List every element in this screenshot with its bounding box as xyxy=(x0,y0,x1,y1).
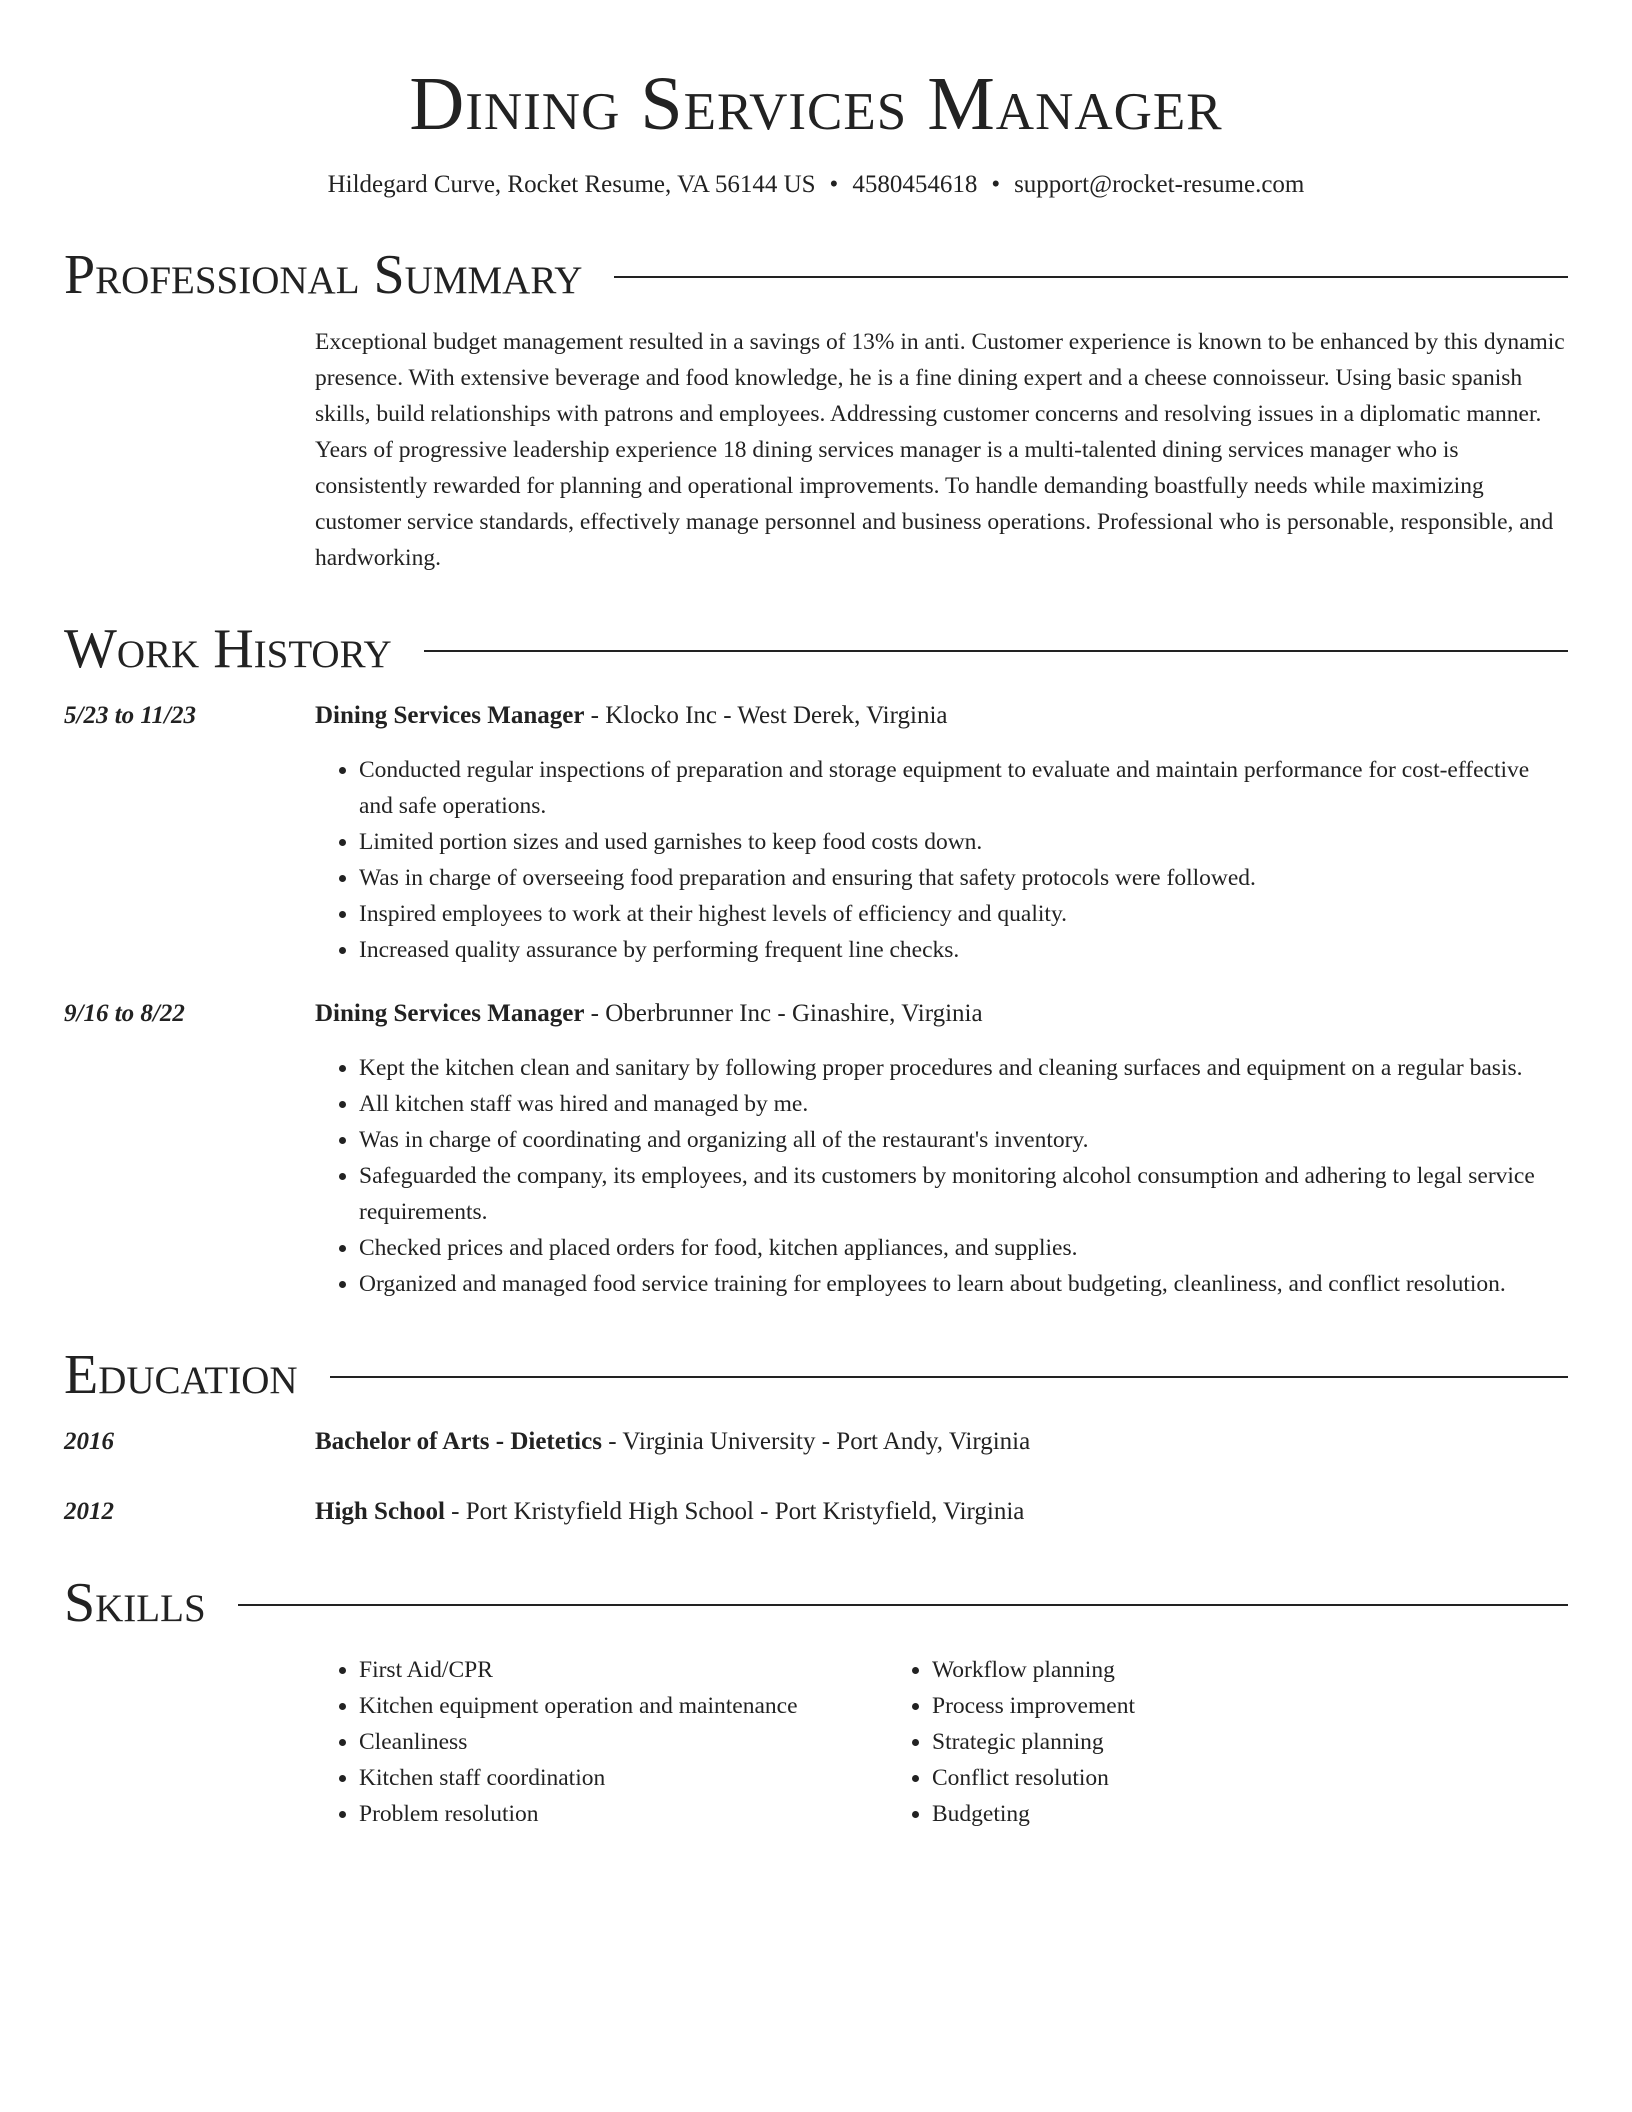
job-title-line xyxy=(315,698,1568,734)
job-title-line xyxy=(315,996,1568,1032)
education-degree: High School xyxy=(315,1498,445,1525)
list-item: • Safeguarded the company, its employees, and its customers by monitoring alcohol consumption and adhering to legal service requirements. xyxy=(359,1158,1568,1230)
education-degree: Bachelor of Arts - Dietetics xyxy=(315,1428,602,1455)
education-year: 2016 xyxy=(64,1428,114,1455)
skill-item: • Conflict resolution xyxy=(932,1760,1461,1796)
education-year: 2012 xyxy=(64,1498,114,1525)
summary-section-header xyxy=(64,244,1568,306)
contact-address: Hildegard Curve, Rocket Resume, VA 56144 US xyxy=(327,171,816,198)
education-details: - Port Kristyfield High School - Port Kristyfield, Virginia xyxy=(444,1498,1025,1525)
list-item: • All kitchen staff was hired and managed by me. xyxy=(359,1086,1568,1122)
skills-section-header xyxy=(64,1572,1568,1634)
list-item: • Was in charge of overseeing food preparation and ensuring that safety protocols were followed. xyxy=(359,860,1568,896)
contact-email: support@rocket-resume.com xyxy=(1014,171,1305,198)
list-item: • Kept the kitchen clean and sanitary by following proper procedures and cleaning surfaces and equipment on a regular basis. xyxy=(359,1050,1568,1086)
list-item: • Organized and managed food service training for employees to learn about budgeting, cleanliness, and conflict resolution. xyxy=(359,1266,1568,1302)
skill-item: • Strategic planning xyxy=(932,1724,1461,1760)
job-details: - Oberbrunner Inc - Ginashire, Virginia xyxy=(584,1000,983,1027)
resume-name: Dining Services Manager xyxy=(409,62,1223,146)
list-item: • Increased quality assurance by performing frequent line checks. xyxy=(359,932,1568,968)
job-body xyxy=(315,996,1568,1302)
contact-phone: 4580454618 xyxy=(852,171,978,198)
section-divider xyxy=(614,276,1568,278)
job-body xyxy=(315,698,1568,968)
job-title: Dining Services Manager xyxy=(315,702,585,729)
job-entry xyxy=(64,996,1568,1302)
summary-text: Exceptional budget management resulted in a savings of 13% in anti. Customer experience is known to be enhanced by this dynamic presence. With extensive beverage and food knowledge, he is a fine dining expert and a cheese connoisseur. Using basic spanish skills, build relationships with patrons and employees. Addressing customer concerns and resolving issues in a diplomatic manner. Years of progressive leadership experience 18 dining services manager is a multi-talented dining services manager who is consistently rewarded for planning and operational improvements. To handle demanding boastfully needs while maximizing customer service standards, effectively manage personnel and business operations. Professional who is personable, responsible, and hardworking. xyxy=(315,329,1565,571)
job-bullets xyxy=(315,752,1568,968)
list-item: • Conducted regular inspections of preparation and storage equipment to evaluate and maintain performance for cost-effective and safe operations. xyxy=(359,752,1568,824)
education-details: - Virginia University - Port Andy, Virginia xyxy=(601,1428,1031,1455)
education-entry xyxy=(64,1494,1568,1530)
skills-list-left xyxy=(315,1652,888,1832)
skill-item: • First Aid/CPR xyxy=(359,1652,888,1688)
resume-page xyxy=(64,0,1568,1832)
education-title-line xyxy=(315,1494,1024,1530)
list-item: • Inspired employees to work at their highest levels of efficiency and quality. xyxy=(359,896,1568,932)
skill-item: • Cleanliness xyxy=(359,1724,888,1760)
skills-columns xyxy=(315,1652,1568,1832)
list-item: • Checked prices and placed orders for food, kitchen appliances, and supplies. xyxy=(359,1230,1568,1266)
job-dates: 9/16 to 8/22 xyxy=(64,1000,185,1027)
job-details: - Klocko Inc - West Derek, Virginia xyxy=(584,702,948,729)
skill-item: • Kitchen staff coordination xyxy=(359,1760,888,1796)
section-heading: Skills xyxy=(64,1572,206,1634)
list-item: • Was in charge of coordinating and organizing all of the restaurant's inventory. xyxy=(359,1122,1568,1158)
skill-item: • Problem resolution xyxy=(359,1796,888,1832)
job-dates: 5/23 to 11/23 xyxy=(64,702,196,729)
skills-list-right xyxy=(888,1652,1461,1832)
job-entry xyxy=(64,698,1568,968)
section-heading: Professional Summary xyxy=(64,244,583,306)
section-heading: Work History xyxy=(64,618,392,680)
job-bullets xyxy=(315,1050,1568,1302)
section-divider xyxy=(424,650,1568,652)
education-title-line xyxy=(315,1424,1030,1460)
contact-separator: • xyxy=(991,171,1001,198)
section-divider xyxy=(330,1376,1568,1378)
section-heading: Education xyxy=(64,1344,298,1406)
skill-item: • Workflow planning xyxy=(932,1652,1461,1688)
contact-line xyxy=(64,168,1568,202)
job-title: Dining Services Manager xyxy=(315,1000,585,1027)
skill-item: • Budgeting xyxy=(932,1796,1461,1832)
section-divider xyxy=(238,1604,1568,1606)
list-item: • Limited portion sizes and used garnishes to keep food costs down. xyxy=(359,824,1568,860)
contact-separator: • xyxy=(829,171,839,198)
skill-item: • Process improvement xyxy=(932,1688,1461,1724)
education-entry xyxy=(64,1424,1568,1460)
skill-item: • Kitchen equipment operation and maintenance xyxy=(359,1688,888,1724)
education-section-header xyxy=(64,1344,1568,1406)
work-section-header xyxy=(64,618,1568,680)
